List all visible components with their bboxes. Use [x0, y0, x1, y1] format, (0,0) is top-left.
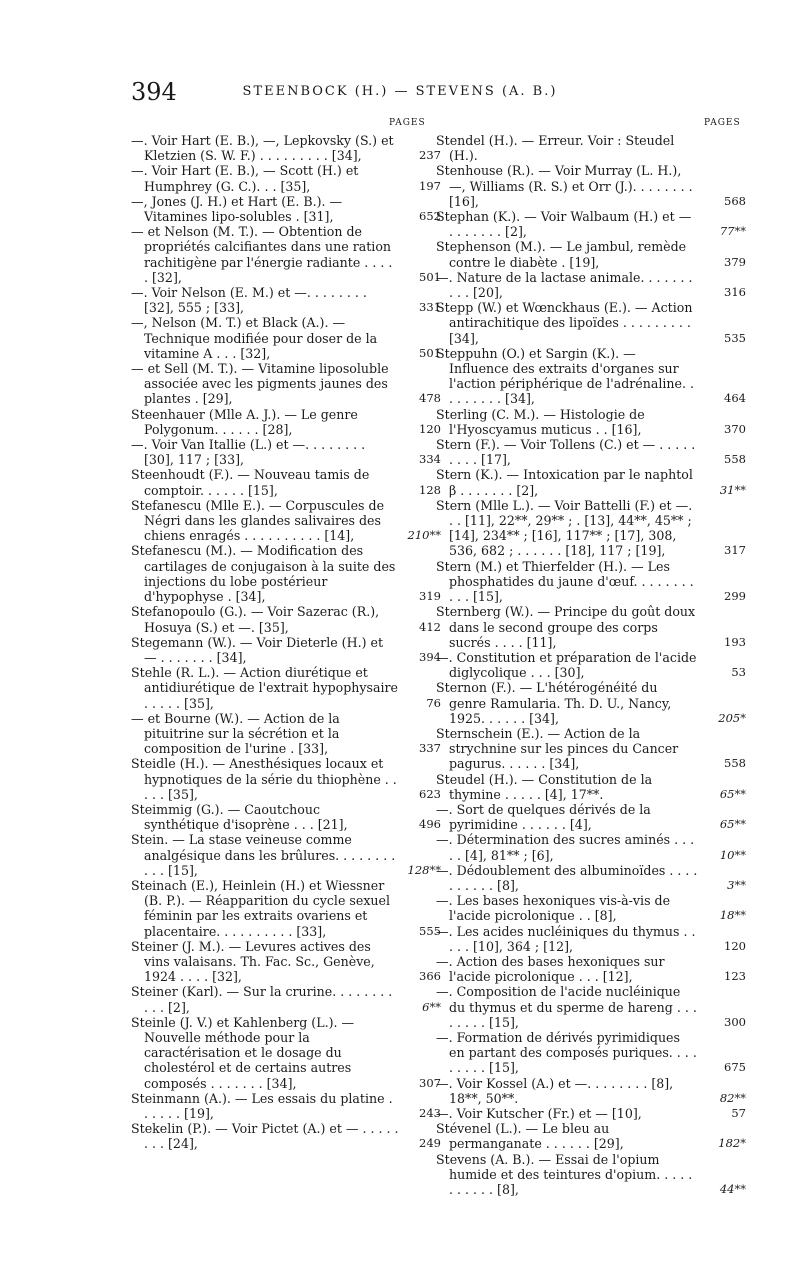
- index-entry: [131, 604, 441, 634]
- index-entry-page: 249: [419, 1136, 441, 1151]
- index-entry: [131, 498, 441, 544]
- index-entry: [436, 467, 746, 497]
- index-entry-text: Steppuhn (O.) et Sargin (K.). — Influence des extraits d'organes sur l'action périphérique de l'adrénaline. . . . . . . . . [34],: [436, 345, 695, 407]
- index-entry-page: 307: [419, 1075, 441, 1090]
- index-entry-page: 82**: [719, 1090, 746, 1105]
- index-entry-page: 210**: [407, 528, 441, 543]
- index-entry-text: Stepp (W.) et Wœnckhaus (E.). — Action antirachitique des lipoïdes . . . . . . . . . [34],: [436, 300, 693, 346]
- index-entry-page: 412: [419, 619, 441, 634]
- index-entry-page: 57: [731, 1106, 746, 1120]
- index-entry-text: —. Les acides nucléiniques du thymus . . . . . [10], 364 ; [12],: [436, 923, 696, 954]
- index-entry: [436, 163, 746, 209]
- index-entry-page: 394: [419, 649, 441, 664]
- index-entry-text: Stern (M.) et Thierfelder (H.). — Les phosphatides du jaune d'œuf. . . . . . . . . . . [15],: [436, 558, 694, 605]
- index-entry-text: Steenhauer (Mlle A. J.). — Le genre Polygonum. . . . . . [28],: [131, 406, 358, 437]
- index-entry-text: —. Voir Hart (E. B.), — Scott (H.) et Humphrey (G. C.). . . [35],: [131, 163, 359, 194]
- index-entry-page: 379: [724, 254, 746, 269]
- index-entry: [436, 772, 746, 802]
- page-header: [0, 78, 800, 108]
- index-entry: [436, 1106, 746, 1121]
- index-entry-text: Stefanopoulo (G.). — Voir Sazerac (R.), Hosuya (S.) et —. [35],: [131, 604, 380, 635]
- index-entry-page: 331: [419, 300, 441, 315]
- index-entry-text: Sternberg (W.). — Principe du goût doux dans le second groupe des corps sucrés . . . . [11],: [436, 604, 696, 650]
- index-entry: [131, 194, 441, 224]
- index-entry: [131, 467, 441, 497]
- pages-column-label: PAGES: [389, 118, 426, 128]
- index-entry-text: Sterling (C. M.). — Histologie de l'Hyoscyamus muticus . . [16],: [436, 406, 645, 437]
- index-entry: [436, 863, 746, 893]
- index-entry: [436, 924, 746, 954]
- index-entry-page: 128: [419, 482, 441, 497]
- index-entry-text: Steinle (J. V.) et Kahlenberg (L.). — Nouvelle méthode pour la caractérisation et le dosage du cholestérol et de certains autres composés . . . . . . . [34],: [131, 1014, 355, 1091]
- index-entry-page: 319: [419, 589, 441, 604]
- index-entry: [131, 224, 441, 285]
- index-entry: [436, 437, 746, 467]
- index-entry-page: 316: [724, 285, 746, 300]
- index-entry-text: Stephan (K.). — Voir Walbaum (H.) et — . . . . . . . [2],: [436, 209, 692, 240]
- index-entry: [436, 984, 746, 1030]
- index-entry: [131, 1091, 441, 1121]
- index-entry: [131, 665, 441, 711]
- index-entry-text: Steinach (E.), Heinlein (H.) et Wiessner (B. P.). — Réapparition du cycle sexuel féminin par les extraits ovariens et placentaire. . . . . . . . . . [33],: [131, 877, 391, 939]
- index-entry-page: 3**: [727, 877, 746, 892]
- index-entry-page: 76: [426, 695, 441, 710]
- index-entry-text: —. Dédoublement des albuminoïdes . . . . . . . . . . [8],: [436, 862, 698, 893]
- index-entry-text: — et Sell (M. T.). — Vitamine liposoluble associée avec les pigments jaunes des plantes . [29],: [131, 361, 389, 407]
- index-entry: [436, 726, 746, 772]
- index-entry-page: 334: [419, 452, 441, 467]
- index-entry-text: —. Voir Kutscher (Fr.) et — [10],: [436, 1106, 642, 1121]
- index-entry: [131, 315, 441, 361]
- index-entry: [436, 346, 746, 407]
- pages-column-label: PAGES: [704, 118, 741, 128]
- index-entry-page: 501: [419, 345, 441, 360]
- index-entry-text: — et Nelson (M. T.). — Obtention de propriétés calcifiantes dans une ration rachitigène par l'énergie radiante . . . . . [32],: [131, 224, 393, 285]
- index-entry: [131, 1121, 441, 1151]
- index-entry-page: 675: [724, 1060, 746, 1075]
- index-entry-text: Stendel (H.). — Erreur. Voir : Steudel (H.).: [436, 133, 675, 164]
- index-entry: [436, 1152, 746, 1198]
- index-entry: [436, 650, 746, 680]
- index-entry: [131, 163, 441, 193]
- left-entries: [131, 133, 441, 1152]
- index-entry: [131, 939, 441, 985]
- index-entry-page: 44**: [719, 1182, 746, 1197]
- index-entry: [131, 756, 441, 802]
- index-entry-text: —. Action des bases hexoniques sur l'acide picrolonique . . . [12],: [436, 953, 665, 985]
- index-entry: [436, 954, 746, 984]
- index-entry-text: Sternon (F.). — L'hétérogénéité du genre Ramularia. Th. D. U., Nancy, 1925. . . . . . [34],: [436, 680, 672, 726]
- index-entry: [436, 1030, 746, 1076]
- index-entry: [131, 832, 441, 878]
- index-entry: [436, 300, 746, 346]
- index-entry: [131, 437, 441, 467]
- index-entry: [131, 1015, 441, 1091]
- index-entry-text: Steimmig (G.). — Caoutchouc synthétique d'isoprène . . . [21],: [131, 801, 348, 833]
- index-entry-page: 120: [724, 938, 746, 953]
- index-entry-page: 31**: [719, 482, 746, 497]
- index-entry-page: 555: [419, 923, 441, 938]
- index-entry: [131, 635, 441, 665]
- index-entry-page: 300: [724, 1014, 746, 1029]
- index-entry-page: 205*: [718, 710, 746, 725]
- index-entry-page: 53: [731, 665, 746, 680]
- index-entry-page: 366: [419, 969, 441, 984]
- index-entry: [131, 285, 441, 315]
- index-entry-page: 652: [419, 209, 441, 224]
- index-entry-page: 535: [724, 330, 746, 345]
- index-entry: [131, 361, 441, 407]
- index-entry-text: Steiner (Karl). — Sur la crurine. . . . . . . . . . . [2],: [131, 984, 393, 1015]
- index-entry: [436, 1076, 746, 1106]
- index-entry-page: 299: [724, 589, 746, 604]
- index-entry-page: 478: [419, 391, 441, 406]
- index-entry: [436, 270, 746, 300]
- index-entry-text: Stern (F.). — Voir Tollens (C.) et — . . . . . . . . . [17],: [436, 437, 696, 468]
- index-entry-page: 128**: [407, 862, 441, 877]
- running-head: STEENBOCK (H.) — STEVENS (A. B.): [242, 84, 558, 99]
- index-entry-text: —. Constitution et préparation de l'acide diglycolique . . . [30],: [436, 649, 697, 681]
- index-entry-text: —. Les bases hexoniques vis-à-vis de l'acide picrolonique . . [8],: [436, 893, 671, 924]
- index-entry: [436, 559, 746, 605]
- index-entry-page: 182*: [718, 1136, 746, 1151]
- index-entry-text: Stern (Mlle L.). — Voir Battelli (F.) et —. . . [11], 22**, 29** ; . [13], 44**, 45** ; [14], 234** ; [16], 117** ; [17], 308, 536, 682 ; . . . . . . [18], 117 ; [19],: [436, 497, 693, 559]
- index-entry-text: Stefanescu (M.). — Modification des cartilages de conjugaison à la suite des injections du lobe postérieur d'hypophyse . [34],: [131, 543, 396, 605]
- index-entry-text: Stein. — La stase veineuse comme analgésique dans les brûlures. . . . . . . . . . . [15],: [131, 832, 396, 878]
- right-entries: [436, 133, 746, 1197]
- index-entry-text: —. Nature de la lactase animale. . . . . . . . . . [20],: [436, 269, 693, 301]
- index-entry: [436, 209, 746, 239]
- index-entry-text: Steiner (J. M.). — Levures actives des vins valaisans. Th. Fac. Sc., Genève, 1924 . . . . [32],: [131, 938, 375, 985]
- index-entry: [131, 133, 441, 163]
- index-entry-text: Stehle (R. L.). — Action diurétique et antidiurétique de l'extrait hypophysaire . . . . . [35],: [131, 665, 398, 711]
- index-entry-text: Stekelin (P.). — Voir Pictet (A.) et — . . . . . . . . [24],: [131, 1121, 399, 1152]
- index-entry: [436, 680, 746, 726]
- index-entry-text: Steidle (H.). — Anesthésiques locaux et hypnotiques de la série du thiophène . . . . . [35],: [131, 756, 397, 802]
- index-entry: [131, 802, 441, 832]
- index-entry-page: 317: [724, 543, 746, 558]
- index-entry: [131, 984, 441, 1014]
- index-entry-text: —. Sort de quelques dérivés de la pyrimidine . . . . . . [4],: [436, 801, 651, 833]
- index-entry-page: 120: [419, 421, 441, 436]
- index-entry-text: —. Voir Nelson (E. M.) et —. . . . . . . . [32], 555 ; [33],: [131, 285, 367, 316]
- index-entry-page: 623: [419, 786, 441, 801]
- index-entry-text: —. Composition de l'acide nucléinique du thymus et du sperme de hareng . . . . . . . . [15],: [436, 984, 697, 1030]
- index-entry-text: Stephenson (M.). — Le jambul, remède contre le diabète . [19],: [436, 239, 687, 270]
- index-entry-text: Stenhouse (R.). — Voir Murray (L. H.), —, Williams (R. S.) et Orr (J.). . . . . . . . [16],: [436, 163, 693, 209]
- index-entry-page: 65**: [719, 817, 746, 832]
- index-entry-text: Sternschein (E.). — Action de la strychnine sur les pinces du Cancer pagurus. . . . . . [34],: [436, 725, 679, 772]
- index-entry-page: 18**: [719, 908, 746, 923]
- index-entry-text: —. Voir Kossel (A.) et —. . . . . . . . [8], 18**, 50**.: [436, 1075, 674, 1106]
- index-entry: [131, 878, 441, 939]
- index-entry-page: 243: [419, 1106, 441, 1120]
- index-entry-text: —. Formation de dérivés pyrimidiques en partant des composés puriques. . . . . . . . . [15],: [436, 1029, 697, 1076]
- index-entry-text: —. Détermination des sucres aminés . . . . . [4], 81** ; [6],: [436, 832, 695, 863]
- index-entry-text: Steenhoudt (F.). — Nouveau tamis de comptoir. . . . . . [15],: [131, 467, 370, 498]
- index-entry: [131, 407, 441, 437]
- index-entry-text: —, Jones (J. H.) et Hart (E. B.). — Vitamines lipo-solubles . [31],: [131, 193, 343, 225]
- index-entry-page: 568: [724, 193, 746, 208]
- index-entry-page: 123: [724, 969, 746, 984]
- index-entry: [436, 1121, 746, 1151]
- index-entry-page: 6**: [422, 999, 441, 1014]
- index-entry: [131, 711, 441, 757]
- index-entry-text: —. Voir Hart (E. B.), —, Lepkovsky (S.) et Kletzien (S. W. F.) . . . . . . . . . [34],: [131, 133, 394, 164]
- index-entry-page: 337: [419, 741, 441, 756]
- index-entry: [436, 893, 746, 923]
- index-entry-text: Steudel (H.). — Constitution de la thymine . . . . . [4], 17**.: [436, 771, 653, 802]
- index-entry-page: 464: [724, 391, 746, 406]
- index-entry-text: —, Nelson (M. T.) et Black (A.). — Technique modifiée pour doser de la vitamine A . . . [32],: [131, 315, 378, 361]
- index-entry: [436, 802, 746, 832]
- index-entry-page: 558: [724, 756, 746, 771]
- index-entry-text: — et Bourne (W.). — Action de la pituitrine sur la sécrétion et la composition de l'urine . [33],: [131, 710, 340, 757]
- index-entry-text: Stevens (A. B.). — Essai de l'opium humide et des teintures d'opium. . . . . . . . . . . [8],: [436, 1151, 693, 1198]
- index-entry: [436, 133, 746, 163]
- index-entry: [436, 604, 746, 650]
- index-entry-text: Steinmann (A.). — Les essais du platine . . . . . . [19],: [131, 1090, 393, 1121]
- index-entry: [436, 239, 746, 269]
- index-entry: [436, 832, 746, 862]
- index-entry-page: 193: [724, 634, 746, 649]
- index-entry: [436, 407, 746, 437]
- index-entry-page: 77**: [719, 224, 746, 239]
- index-entry-page: 197: [419, 178, 441, 193]
- index-entry-page: 496: [419, 817, 441, 832]
- index-entry-text: Stévenel (L.). — Le bleu au permanganate . . . . . . [29],: [436, 1121, 624, 1152]
- index-entry-page: 558: [724, 452, 746, 467]
- index-entry-page: 501: [419, 269, 441, 284]
- index-entry-page: 65**: [719, 786, 746, 801]
- index-entry-page: 237: [419, 148, 441, 163]
- index-entry-text: —. Voir Van Itallie (L.) et —. . . . . . . . [30], 117 ; [33],: [131, 437, 366, 468]
- index-entry-text: Stefanescu (Mlle E.). — Corpuscules de Négri dans les glandes salivaires des chiens enragés . . . . . . . . . . [14],: [131, 497, 385, 544]
- index-entry: [131, 543, 441, 604]
- index-entry-page: 370: [724, 421, 746, 436]
- index-entry-text: Stern (K.). — Intoxication par le naphtol β . . . . . . . [2],: [436, 467, 693, 498]
- index-entry-text: Stegemann (W.). — Voir Dieterle (H.) et — . . . . . . . [34],: [131, 634, 384, 665]
- index-entry-page: 10**: [719, 847, 746, 862]
- page-number: 394: [131, 78, 177, 106]
- index-entry: [436, 498, 746, 559]
